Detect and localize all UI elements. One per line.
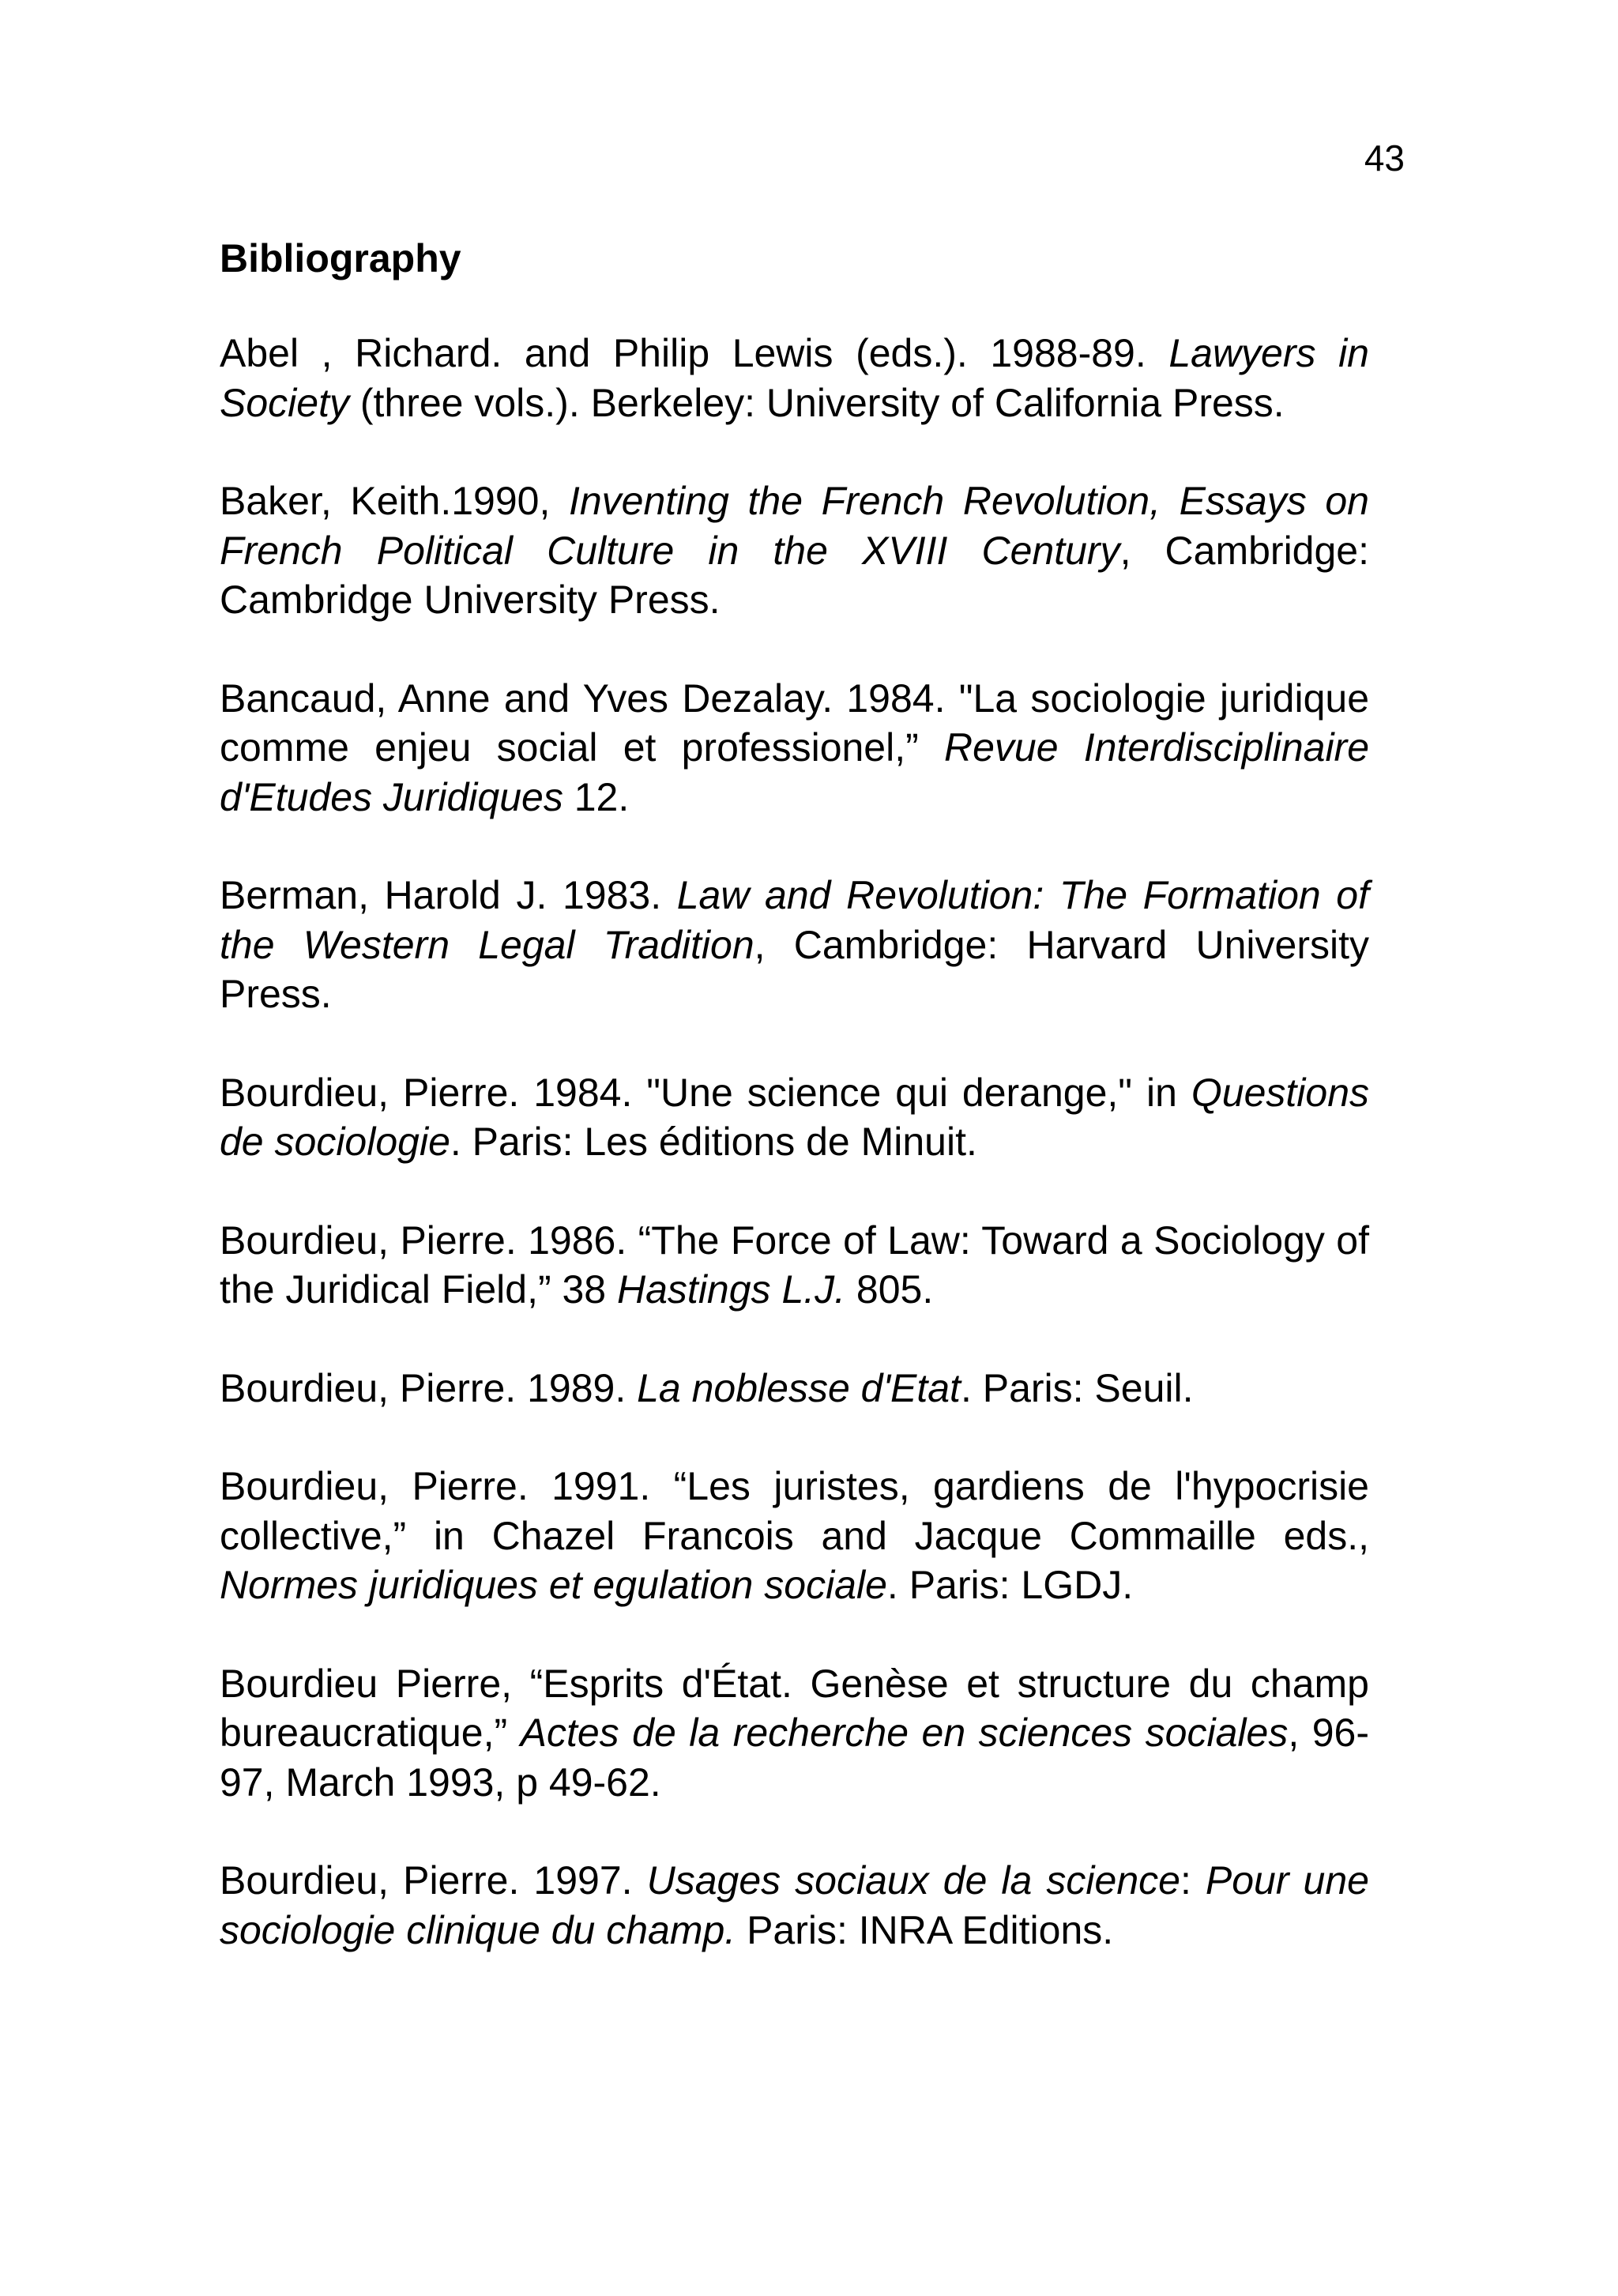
entry-title-text: Revue Interdisciplinaire d'Etudes Juridiques	[220, 725, 1370, 819]
entry-text: Berman, Harold J. 1983.	[220, 873, 677, 917]
entry-text: , 96-97, March 1993, p 49-62.	[220, 1711, 1369, 1805]
entry-title-text: Pour une sociologie clinique du champ.	[220, 1858, 1369, 1952]
entry-text: Bourdieu, Pierre. 1986. “The Force of Law: Toward a Sociology of the Juridical Field,” 38	[220, 1218, 1369, 1312]
bibliography-entry	[220, 1068, 1369, 1167]
entry-text: (three vols.). Berkeley: University of California Press.	[348, 380, 1285, 425]
entry-title-text: La noblesse d'Etat	[637, 1365, 961, 1410]
entry-text: Paris: INRA Editions.	[736, 1907, 1114, 1952]
entry-title-text: Questions de sociologie	[220, 1070, 1369, 1164]
bibliography-heading: Bibliography	[220, 236, 461, 280]
bibliography-entry	[220, 871, 1369, 1019]
bibliography-entry	[220, 1856, 1369, 1955]
bibliography-section	[220, 234, 1369, 2004]
entry-text: :	[1180, 1858, 1206, 1903]
entry-text: , Cambridge: Cambridge University Press.	[220, 528, 1370, 622]
entry-title-text: Law and Revolution: The Formation of the Western Legal Tradition	[220, 873, 1369, 967]
bibliography-entry	[220, 1659, 1369, 1808]
entry-title-text: Lawyers in Society	[220, 331, 1369, 425]
bibliography-entry	[220, 1462, 1369, 1610]
bibliography-entry	[220, 476, 1369, 625]
entry-text: Bourdieu, Pierre. 1984. "Une science qui derange," in	[220, 1070, 1191, 1115]
entry-text: Bourdieu Pierre, “Esprits d'État. Genèse et structure du champ bureaucratique,”	[220, 1661, 1369, 1755]
bibliography-list	[220, 329, 1369, 1955]
entry-text: Bourdieu, Pierre. 1997.	[220, 1858, 647, 1903]
bibliography-entry	[220, 1364, 1369, 1413]
entry-title-text: Normes juridiques et egulation sociale	[220, 1563, 887, 1607]
bibliography-entry	[220, 329, 1369, 427]
entry-text: . Paris: LGDJ.	[886, 1563, 1134, 1607]
entry-text: , Cambridge: Harvard University Press.	[220, 922, 1369, 1016]
entry-title-text: Hastings L.J.	[617, 1267, 846, 1312]
entry-title-text: Usages sociaux de la science	[646, 1858, 1180, 1903]
entry-text: . Paris: Les éditions de Minuit.	[450, 1120, 977, 1164]
bibliography-entry	[220, 1216, 1369, 1315]
entry-text: 805.	[845, 1267, 934, 1312]
entry-text: 12.	[563, 774, 630, 819]
entry-text: Baker, Keith.1990,	[220, 479, 569, 523]
entry-title-text: Actes de la recherche en sciences sociales	[520, 1711, 1289, 1755]
entry-text: . Paris: Seuil.	[960, 1365, 1194, 1410]
entry-title-text: Inventing the French Revolution, Essays on French Political Culture in the XVIII Century	[220, 479, 1369, 573]
entry-text: Bancaud, Anne and Yves Dezalay. 1984. "La sociologie juridique comme enjeu social et professionel,”	[220, 676, 1369, 770]
page-number: 43	[1364, 137, 1405, 179]
entry-text: Bourdieu, Pierre. 1989.	[220, 1365, 638, 1410]
bibliography-entry	[220, 674, 1369, 822]
entry-text: Bourdieu, Pierre. 1991. “Les juristes, gardiens de l'hypocrisie collective,” in Chazel Francois and Jacque Commaille eds.,	[220, 1464, 1369, 1558]
entry-text: Abel , Richard. and Philip Lewis (eds.). 1988-89.	[220, 331, 1169, 375]
